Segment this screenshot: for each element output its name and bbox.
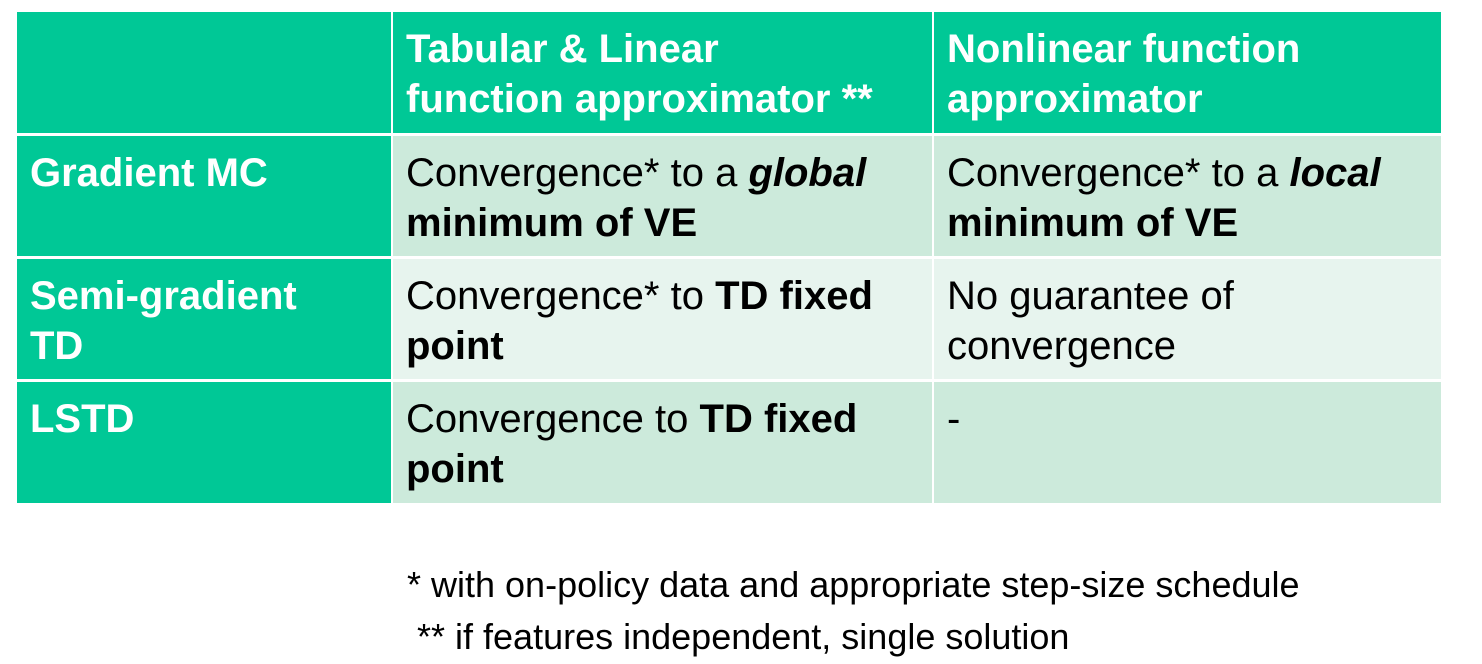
table-row-semi-gradient-td: [17, 259, 1441, 382]
emphasis-global: global: [748, 151, 867, 195]
emphasis-local: local: [1289, 151, 1381, 195]
cell-text: No guarantee of: [947, 274, 1234, 318]
bold-text: point: [406, 324, 504, 368]
bold-text: minimum of VE: [947, 201, 1239, 245]
cell-lstd-linear: [393, 382, 934, 503]
footnote-double-star: ** if features independent, single solution: [407, 616, 1070, 657]
bold-text: point: [406, 447, 504, 491]
row-label-line2: TD: [30, 324, 84, 368]
table-header-row: [17, 12, 1441, 136]
cell-lstd-nonlinear: -: [934, 382, 1441, 503]
header-empty-cell: [17, 12, 393, 136]
cell-text: convergence: [947, 324, 1177, 368]
bold-text: TD fixed: [715, 274, 873, 318]
comparison-table: [17, 12, 1441, 503]
header-linear-line1: Tabular & Linear: [406, 27, 719, 71]
cell-text: Convergence* to: [406, 274, 716, 318]
cell-gradient-mc-nonlinear: [934, 136, 1441, 259]
header-nonlinear-line2: approximator: [947, 77, 1203, 121]
cell-text: Convergence* to a: [947, 151, 1290, 195]
row-label-lstd: LSTD: [17, 382, 393, 503]
bold-text: TD fixed: [699, 397, 858, 441]
footnotes: [407, 559, 1300, 663]
table-row-lstd: [17, 382, 1441, 503]
header-linear-cell: [393, 12, 934, 136]
cell-semi-gradient-td-linear: [393, 259, 934, 382]
cell-gradient-mc-linear: [393, 136, 934, 259]
row-label-semi-gradient-td: [17, 259, 393, 382]
row-label-line1: Semi-gradient: [30, 274, 297, 318]
cell-semi-gradient-td-nonlinear: [934, 259, 1441, 382]
footnote-single-star: * with on-policy data and appropriate step-size schedule: [407, 564, 1300, 605]
header-nonlinear-line1: Nonlinear function: [947, 27, 1301, 71]
header-nonlinear-cell: [934, 12, 1441, 136]
table-row-gradient-mc: [17, 136, 1441, 259]
cell-text: Convergence* to a: [406, 151, 749, 195]
cell-text: Convergence to: [406, 397, 700, 441]
row-label-gradient-mc: Gradient MC: [17, 136, 393, 259]
bold-text: minimum of VE: [406, 201, 698, 245]
header-linear-line2: function approximator **: [406, 77, 873, 121]
